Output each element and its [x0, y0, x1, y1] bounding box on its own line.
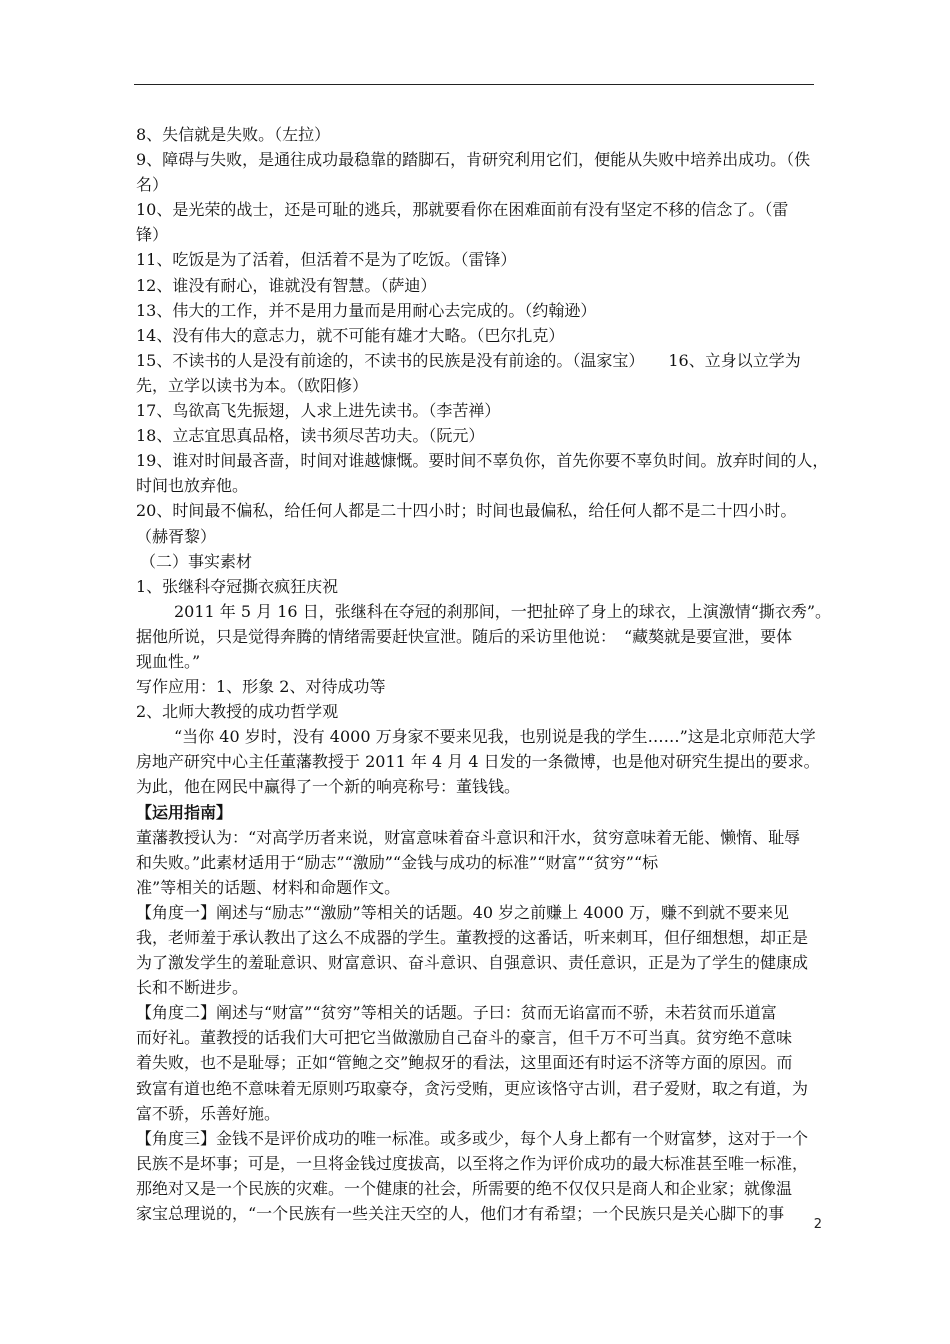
- text-line: 准”等相关的话题、材料和命题作文。: [136, 877, 401, 897]
- text-line: 房地产研究中心主任董藩教授于 2011 年 4 月 4 日发的一条微博，也是他对研究生提出的要求。: [136, 752, 820, 772]
- text-line: 2011 年 5 月 16 日，张继科在夺冠的刹那间，一把扯碎了身上的球衣，上演激情“撕衣秀”。: [174, 601, 832, 621]
- header-rule: [134, 84, 814, 85]
- text-line: 【角度三】金钱不是评价成功的唯一标准。或多或少，每个人身上都有一个财富梦，这对于一个: [136, 1128, 809, 1148]
- text-line: （二）事实素材: [140, 551, 253, 571]
- text-line: 为此，他在网民中赢得了一个新的响亮称号：董钱钱。: [136, 777, 521, 797]
- text-line: 8、失信就是失败。（左拉）: [136, 125, 331, 144]
- text-line: 着失败，也不是耻辱；正如“管鲍之交”鲍叔牙的看法，这里面还有时运不济等方面的原因。而: [136, 1053, 793, 1073]
- text-line: 名）: [136, 175, 169, 195]
- text-line: 【角度二】阐述与“财富”“贫穷”等相关的话题。子曰：贫而无谄富而不骄，未若贫而乐道富: [136, 1003, 777, 1023]
- text-line: 19、谁对时间最吝啬，时间对谁越慷慨。要时间不辜负你，首先你要不辜负时间。放弃时间的人，: [136, 451, 829, 471]
- text-line: 致富有道也绝不意味着无原则巧取豪夺，贪污受贿，更应该恪守古训，君子爱财，取之有道，为: [136, 1078, 809, 1098]
- text-line: 锋）: [136, 225, 169, 245]
- text-line: “当你 40 岁时，没有 4000 万身家不要来见我，也别说是我的学生……”这是北京师范大学: [174, 727, 816, 747]
- text-line: 为了激发学生的羞耻意识、财富意识、奋斗意识、自强意识、责任意识，正是为了学生的健康成: [136, 953, 809, 973]
- text-line: 12、谁没有耐心，谁就没有智慧。（萨迪）: [136, 275, 437, 295]
- text-line: 和失败。”此素材适用于“励志”“激励”“金钱与成功的标准”“财富”“贫穷”“标: [136, 852, 659, 872]
- text-line: 现血性。”: [136, 651, 201, 671]
- text-line: 而好礼。董教授的话我们大可把它当做激励自己奋斗的豪言，但千万不可当真。贫穷绝不意味: [136, 1028, 793, 1048]
- text-line: 11、吃饭是为了活着，但活着不是为了吃饭。（雷锋）: [136, 250, 517, 270]
- text-line: 据他所说，只是觉得奔腾的情绪需要赶快宣泄。随后的采访里他说： “藏獒就是要宣泄，要体: [136, 626, 793, 646]
- text-line: 【运用指南】: [136, 802, 233, 822]
- text-line: 时间也放弃他。: [136, 476, 249, 496]
- text-line: 我，老师羞于承认教出了这么不成器的学生。董教授的这番话，听来刺耳，但仔细想想，却正是: [136, 928, 809, 947]
- text-line: 10、是光荣的战士，还是可耻的逃兵，那就要看你在困难面前有没有坚定不移的信念了。（雷: [136, 200, 789, 220]
- text-line: 9、障碍与失败，是通往成功最稳靠的踏脚石，肯研究利用它们，便能从失败中培养出成功。（佚: [136, 150, 811, 170]
- text-line: 长和不断进步。: [136, 978, 249, 998]
- text-line: 【角度一】阐述与“励志”“激励”等相关的话题。40 岁之前赚上 4000 万，赚不到就不要来见: [136, 902, 790, 922]
- text-line: （赫胥黎）: [136, 526, 217, 546]
- text-line: 20、时间最不偏私，给任何人都是二十四小时；时间也最偏私，给任何人都不是二十四小时。: [136, 501, 797, 521]
- text-line: 14、没有伟大的意志力，就不可能有雄才大略。（巴尔扎克）: [136, 325, 565, 345]
- text-line: 15、不读书的人是没有前途的，不读书的民族是没有前途的。（温家宝） 16、立身以立学为: [136, 350, 801, 370]
- document-body: [136, 122, 832, 1226]
- text-line: 写作应用：1、形象 2、对待成功等: [136, 677, 386, 697]
- text-line: 民族不是坏事；可是，一旦将金钱过度拔高，以至将之作为评价成功的最大标准甚至唯一标准，: [136, 1153, 809, 1173]
- text-line: 富不骄，乐善好施。: [136, 1103, 281, 1123]
- text-line: 13、伟大的工作，并不是用力量而是用耐心去完成的。（约翰逊）: [136, 300, 597, 320]
- text-line: 2、北师大教授的成功哲学观: [136, 702, 339, 722]
- text-line: 那绝对又是一个民族的灾难。一个健康的社会，所需要的绝不仅仅只是商人和企业家；就像温: [136, 1178, 793, 1198]
- page-number: 2: [813, 1217, 822, 1232]
- text-line: 1、张继科夺冠撕衣疯狂庆祝: [136, 576, 339, 596]
- text-line: 董藩教授认为：“对高学历者来说，财富意味着奋斗意识和汗水，贫穷意味着无能、懒惰、耻辱: [136, 827, 801, 847]
- text-line: 先，立学以读书为本。（欧阳修）: [136, 375, 369, 395]
- text-line: 家宝总理说的，“一个民族有一些关注天空的人，他们才有希望；一个民族只是关心脚下的事: [136, 1204, 785, 1224]
- text-line: 17、鸟欲高飞先振翅，人求上进先读书。（李苦禅）: [136, 401, 501, 421]
- text-line: 18、立志宜思真品格，读书须尽苦功夫。（阮元）: [136, 426, 485, 446]
